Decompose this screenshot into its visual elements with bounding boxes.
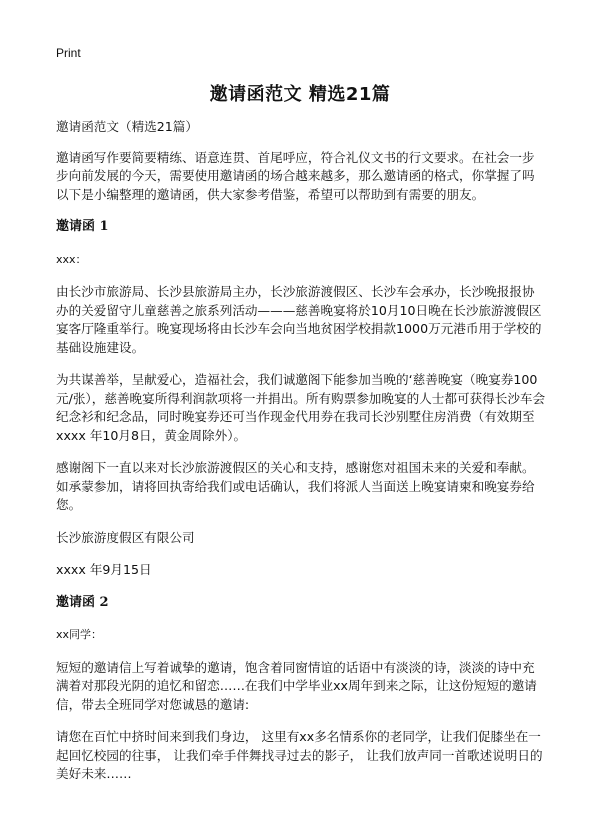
letter-1-salutation: xxx： <box>56 252 87 266</box>
letter-2-paragraph-2: 请您在百忙中挤时间来到我们身边， 这里有xx多名情系你的老同学，让我们促膝坐在一起回忆校园的往事， 让我们牵手伴舞找寻过去的影子， 让我们放声同一首歌述说明日的美好未来…… <box>56 729 543 781</box>
letter-1-paragraph-1: 由长沙市旅游局、长沙县旅游局主办，长沙旅游渡假区、长沙车会承办，长沙晚报报协办的关爱留守儿童慈善之旅系列活动———慈善晚宴将於10月10日晚在长沙旅游渡假区宴客厅隆重举行。晚宴现场将由长沙车会向当地贫困学校捐款1000万元港币用于学校的基础设施建设。 <box>56 284 542 355</box>
intro-paragraph: 邀请函写作要简要精练、语意连贯、首尾呼应，符合礼仪文书的行文要求。在社会一步步向前发展的今天，需要使用邀请函的场合越来越多，那么邀请函的格式，你掌握了吗以下是小编整理的邀请函，供大家参考借鉴，希望可以帮助到有需要的朋友。 <box>56 149 535 202</box>
print-link[interactable]: Print <box>56 46 81 60</box>
letter-2-salutation: xx同学： <box>56 628 103 641</box>
letter-1-paragraph-3: 感谢阁下一直以来对长沙旅游渡假区的关心和支持，感谢您对祖国未来的关爱和奉献。如承蒙参加，请将回执寄给我们或电话确认，我们将派人当面送上晚宴请柬和晚宴券给您。 <box>56 460 535 512</box>
letter-2-heading: 邀请函 2 <box>56 594 109 610</box>
document-body <box>56 118 546 798</box>
letter-1-date: xxxx 年9月15日 <box>56 562 152 577</box>
page-title: 邀请函范文 精选21篇 <box>209 84 391 105</box>
letter-1-signature: 长沙旅游度假区有限公司 <box>56 529 195 545</box>
letter-1-heading: 邀请函 1 <box>56 219 109 234</box>
letter-2-paragraph-1: 短短的邀请信上写着诚挚的邀请，饱含着同窗情谊的话语中有淡淡的诗，淡淡的诗中充满着对那段光阴的追忆和留恋……在我们中学毕业xx周年到来之际，让这份短短的邀请信，带去全班同学对您诚恳的邀请: <box>56 659 537 712</box>
letter-1-paragraph-2: 为共谋善举，呈献爱心，造福社会，我们诚邀阁下能参加当晚的‘慈善晚宴（晚宴券100元/张），慈善晚宴所得利润款项将一并捐出。所有购票参加晚宴的人士都可获得长沙车会纪念衫和纪念品，同时晚宴券还可当作现金代用券在我司长沙别墅住房消费（有效期至xxxx 年10月8日，黄金周除外）。 <box>56 372 546 443</box>
document-subtitle: 邀请函范文（精选21篇） <box>56 119 198 134</box>
